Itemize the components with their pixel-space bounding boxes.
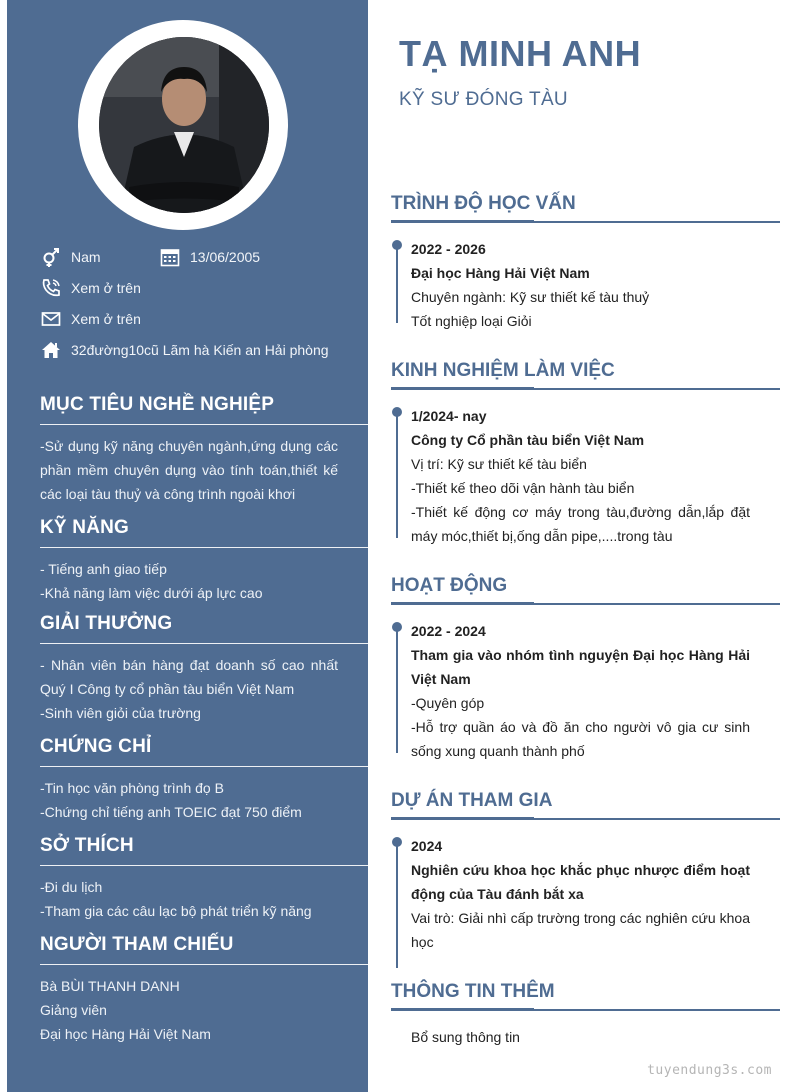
- timeline-marker: [396, 842, 398, 968]
- home-icon: [40, 339, 62, 361]
- experience-title: KINH NGHIỆM LÀM VIỆC: [391, 360, 615, 381]
- projects-period: 2024: [411, 838, 443, 854]
- email-value: Xem ở trên: [71, 311, 141, 327]
- reference-name: Bà BÙI THANH DANH: [40, 978, 180, 994]
- gender-value: Nam: [71, 249, 101, 265]
- education-org: Đại học Hàng Hải Việt Nam: [411, 265, 590, 281]
- extra-text: Bổ sung thông tin: [411, 1029, 520, 1045]
- extra-title: THÔNG TIN THÊM: [391, 981, 555, 1002]
- certificate-item: -Chứng chỉ tiếng anh TOEIC đạt 750 điểm: [40, 804, 302, 820]
- education-line: Chuyên ngành: Kỹ sư thiết kế tàu thuỷ: [411, 289, 650, 305]
- awards-title: GIẢI THƯỞNG: [40, 613, 368, 644]
- gender-icon: [40, 246, 62, 268]
- projects-org: Nghiên cứu khoa học khắc phục nhược điểm hoạt động của Tàu đánh bắt xa: [411, 862, 750, 902]
- gender-row: [40, 246, 101, 268]
- phone-value: Xem ở trên: [71, 280, 141, 296]
- education-period: 2022 - 2026: [411, 241, 486, 257]
- avatar: [99, 37, 269, 213]
- activities-line: -Hỗ trợ quần áo và đồ ăn cho người vô gia cư sinh sống xung quanh thành phố: [411, 719, 750, 759]
- reference-position: Giảng viên: [40, 1002, 107, 1018]
- skill-item: - Tiếng anh giao tiếp: [40, 561, 167, 577]
- candidate-name: TẠ MINH ANH: [399, 33, 642, 74]
- experience-org: Công ty Cổ phần tàu biển Việt Nam: [411, 432, 645, 448]
- experience-line: -Thiết kế theo dõi vận hành tàu biển: [411, 480, 635, 496]
- timeline-marker: [396, 627, 398, 753]
- education-title: TRÌNH ĐỘ HỌC VẤN: [391, 193, 576, 214]
- hobbies-title: SỞ THÍCH: [40, 835, 368, 866]
- hobby-item: -Tham gia các câu lạc bộ phát triển kỹ năng: [40, 903, 312, 919]
- extra-section: [391, 981, 780, 1049]
- sidebar: [7, 0, 368, 1092]
- skills-title: KỸ NĂNG: [40, 517, 368, 548]
- award-item: - Nhân viên bán hàng đạt doanh số cao nhất Quý I Công ty cổ phần tàu biển Việt Nam: [40, 657, 338, 697]
- activities-line: -Quyên góp: [411, 695, 485, 711]
- references-title: NGƯỜI THAM CHIẾU: [40, 934, 368, 965]
- avatar-frame: [78, 20, 288, 230]
- hobbies-section: [40, 835, 368, 923]
- address-row: [40, 339, 329, 361]
- calendar-icon: [159, 246, 181, 268]
- candidate-role: KỸ SƯ ĐÓNG TÀU: [399, 89, 568, 110]
- watermark: tuyendung3s.com: [647, 1063, 772, 1078]
- education-line: Tốt nghiệp loại Giỏi: [411, 313, 532, 329]
- objective-text: -Sử dụng kỹ năng chuyên ngành,ứng dụng các phần mềm chuyên dụng vào tính toán,thiết kế các loại tàu thuỷ và công trình ngoài khơi: [40, 438, 338, 502]
- objective-title: MỤC TIÊU NGHỀ NGHIỆP: [40, 394, 368, 425]
- phone-icon: [40, 277, 62, 299]
- references-section: [40, 934, 368, 1046]
- activities-title: HOẠT ĐỘNG: [391, 575, 508, 596]
- timeline-marker: [396, 412, 398, 538]
- award-item: -Sinh viên giỏi của trường: [40, 705, 201, 721]
- awards-section: [40, 613, 368, 725]
- education-section: [391, 193, 780, 333]
- certificate-item: -Tin học văn phòng trình đọ B: [40, 780, 224, 796]
- projects-line: Vai trò: Giải nhì cấp trường trong các nghiên cứu khoa học: [411, 910, 750, 950]
- email-icon: [40, 308, 62, 330]
- hobby-item: -Đi du lịch: [40, 879, 103, 895]
- experience-period: 1/2024- nay: [411, 408, 487, 424]
- birthdate-value: 13/06/2005: [190, 249, 261, 265]
- certificates-section: [40, 736, 368, 824]
- skill-item: -Khả năng làm việc dưới áp lực cao: [40, 585, 263, 601]
- experience-section: [391, 360, 780, 548]
- birthdate-row: [159, 246, 260, 268]
- projects-section: [391, 790, 780, 954]
- activities-period: 2022 - 2024: [411, 623, 486, 639]
- address-value: 32đường10cũ Lãm hà Kiến an Hải phòng: [71, 342, 329, 358]
- timeline-marker: [396, 245, 398, 323]
- certificates-title: CHỨNG CHỈ: [40, 736, 368, 767]
- phone-row: [40, 277, 141, 299]
- experience-line: -Thiết kế động cơ máy trong tàu,đường dẫn,lắp đặt máy móc,thiết bị,ống dẫn pipe,....trong tàu: [411, 504, 750, 544]
- projects-title: DỰ ÁN THAM GIA: [391, 790, 553, 811]
- email-row: [40, 308, 141, 330]
- experience-line: Vị trí: Kỹ sư thiết kế tàu biển: [411, 456, 587, 472]
- activities-section: [391, 575, 780, 763]
- objective-section: [40, 394, 368, 506]
- main-content: [368, 0, 800, 1092]
- activities-org: Tham gia vào nhóm tình nguyện Đại học Hàng Hải Việt Nam: [411, 647, 750, 687]
- reference-organization: Đại học Hàng Hải Việt Nam: [40, 1026, 211, 1042]
- skills-section: [40, 517, 368, 605]
